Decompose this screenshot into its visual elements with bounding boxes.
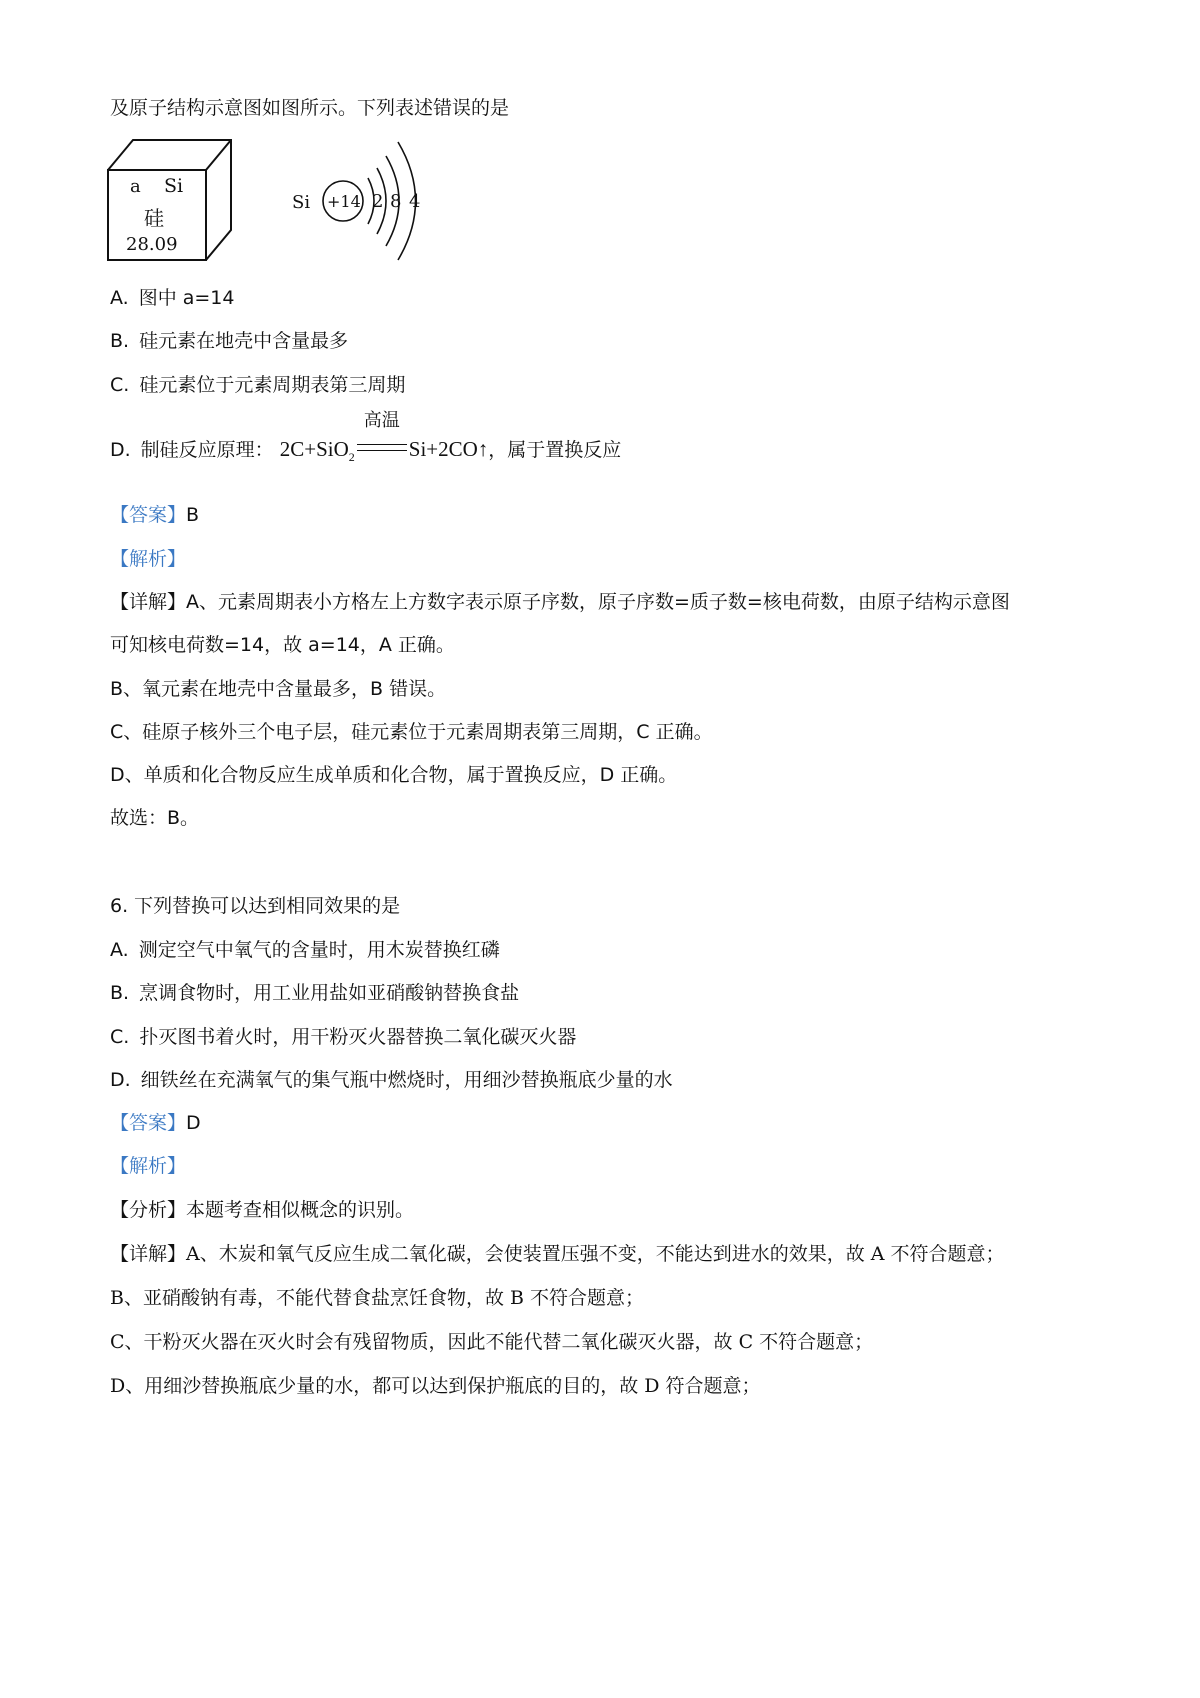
answer-tag: 【答案】	[110, 1112, 187, 1134]
cell-symbol: Si	[164, 175, 184, 197]
q6-detail-line: 【详解】A、木炭和氧气反应生成二氧化碳，会使装置压强不变，不能达到进水的效果，故 A 不符合题意；	[110, 1243, 1005, 1265]
q5-detail-line: B、氧元素在地壳中含量最多，B 错误。	[110, 678, 447, 700]
option-text-prefix: 制硅反应原理：	[140, 439, 274, 461]
q5-detail-line: D、单质和化合物反应生成单质和化合物，属于置换反应，D 正确。	[110, 764, 678, 786]
option-letter: C.	[110, 1026, 130, 1048]
equation-subscript: 2	[348, 450, 355, 464]
q6-option-c	[110, 1024, 576, 1050]
q5-option-d	[110, 410, 622, 470]
q5-detail-line: 【详解】A、元素周期表小方格左上方数字表示原子序数，原子序数=质子数=核电荷数，由原子结构示意图	[110, 591, 1010, 613]
question6-stem: 6. 下列替换可以达到相同效果的是	[110, 895, 401, 917]
chemical-equation	[279, 410, 489, 464]
option-letter: A.	[110, 939, 129, 961]
option-text-suffix: ，属于置换反应	[488, 439, 622, 461]
option-letter: D.	[110, 439, 131, 461]
reaction-condition-arrow	[355, 410, 409, 462]
question5-stem: 及原子结构示意图如图所示。下列表述错误的是	[110, 97, 510, 119]
q6-detail-line: D、用细沙替换瓶底少量的水，都可以达到保护瓶底的目的，故 D 符合题意；	[110, 1375, 761, 1397]
option-text: 图中 a=14	[138, 287, 235, 309]
option-text: 硅元素位于元素周期表第三周期	[139, 374, 406, 396]
q6-detail-line: C、干粉灭火器在灭火时会有残留物质，因此不能代替二氧化碳灭火器，故 C 不符合题意；	[110, 1331, 874, 1353]
answer-value: D	[186, 1112, 201, 1134]
shell-1-electrons: 2	[372, 191, 384, 212]
q5-option-c	[110, 372, 405, 398]
q6-option-a	[110, 937, 500, 963]
q6-option-d	[110, 1067, 673, 1093]
option-letter: C.	[110, 374, 130, 396]
atom-symbol: Si	[292, 192, 311, 213]
reaction-condition: 高温	[363, 410, 400, 431]
option-letter: A.	[110, 287, 129, 309]
shell-3-electrons: 4	[409, 191, 421, 212]
q5-conclusion: 故选：B。	[110, 807, 200, 829]
option-text: 扑灭图书着火时，用干粉灭火器替换二氧化碳灭火器	[139, 1026, 577, 1048]
q6-option-b	[110, 980, 519, 1006]
q5-detail-line: C、硅原子核外三个电子层，硅元素位于元素周期表第三周期，C 正确。	[110, 721, 713, 743]
option-text: 硅元素在地壳中含量最多	[139, 330, 349, 352]
silicon-element-figure	[100, 130, 440, 270]
shell-2-electrons: 8	[390, 191, 402, 212]
cell-name: 硅	[144, 206, 164, 230]
option-text: 烹调食物时，用工业用盐如亚硝酸钠替换食盐	[139, 982, 520, 1004]
cell-mass: 28.09	[126, 234, 178, 255]
answer-value: B	[186, 504, 200, 526]
option-text: 测定空气中氧气的含量时，用木炭替换红磷	[138, 939, 500, 961]
q5-analysis-tag: 【解析】	[110, 548, 187, 570]
answer-tag: 【答案】	[110, 504, 187, 526]
q5-answer	[110, 502, 199, 528]
cell-atomic-number: a	[130, 176, 141, 197]
equation-left: 2C+SiO	[279, 437, 349, 461]
q6-detail-line: B、亚硝酸钠有毒，不能代替食盐烹饪食物，故 B 不符合题意；	[110, 1287, 645, 1309]
q6-analysis-tag: 【解析】	[110, 1155, 187, 1177]
option-letter: B.	[110, 982, 130, 1004]
option-text: 细铁丝在充满氧气的集气瓶中燃烧时，用细沙替换瓶底少量的水	[140, 1069, 673, 1091]
equals-sign	[357, 444, 407, 451]
nucleus-charge: +14	[327, 192, 361, 211]
q5-option-a	[110, 285, 234, 311]
q6-analysis-intro: 【分析】本题考查相似概念的识别。	[110, 1199, 415, 1221]
q5-detail-line: 可知核电荷数=14，故 a=14，A 正确。	[110, 634, 455, 656]
option-letter: B.	[110, 330, 130, 352]
q6-answer	[110, 1110, 201, 1136]
equation-right: Si+2CO↑	[408, 437, 489, 461]
q5-option-b	[110, 328, 348, 354]
option-letter: D.	[110, 1069, 131, 1091]
